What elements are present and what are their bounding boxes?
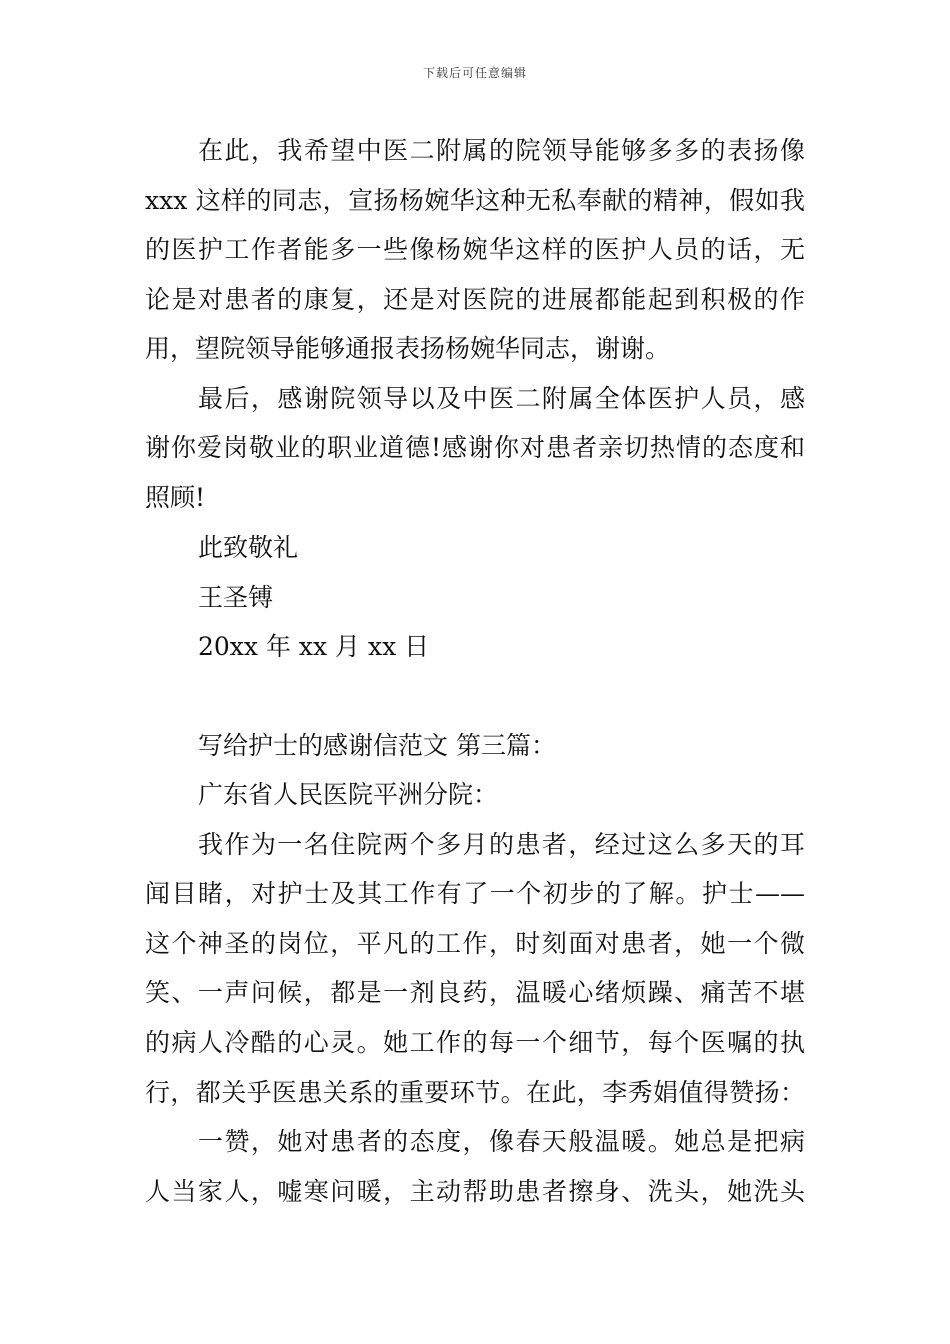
paragraph-line: 的病人冷酷的心灵。她工作的每一个细节，每个医嘱的执 (145, 1028, 805, 1057)
paragraph-line: 行，都关乎医患关系的重要环节。在此，李秀娟值得赞扬： (145, 1078, 805, 1107)
closing-salutation: 此致敬礼 (198, 533, 299, 562)
paragraph-line: 用，望院领导能够通报表扬杨婉华同志，谢谢。 (145, 334, 671, 363)
paragraph-line: 我作为一名住院两个多月的患者，经过这么多天的耳 (198, 830, 805, 859)
section-heading: 写给护士的感谢信范文 第三篇： (198, 731, 556, 760)
signature-name: 王圣镈 (198, 583, 274, 612)
paragraph-line: 谢你爱岗敬业的职业道德!感谢你对患者亲切热情的态度和 (145, 433, 805, 462)
paragraph-line: xxx 这样的同志，宣扬杨婉华这种无私奉献的精神，假如我 (145, 186, 805, 215)
paragraph-line: 笑、一声问候，都是一剂良药，温暖心绪烦躁、痛苦不堪 (145, 978, 805, 1007)
header-note: 下载后可任意编辑 (422, 66, 527, 80)
paragraph-line: 最后，感谢院领导以及中医二附属全体医护人员，感 (198, 384, 805, 413)
paragraph-line: 闻目睹，对护士及其工作有了一个初步的了解。护士—— (145, 879, 805, 908)
paragraph-line: 这个神圣的岗位，平凡的工作，时刻面对患者，她一个微 (145, 929, 805, 958)
paragraph-line: 的医护工作者能多一些像杨婉华这样的医护人员的话，无 (145, 235, 805, 264)
paragraph-line: 一赞，她对患者的态度，像春天般温暖。她总是把病 (198, 1127, 805, 1156)
signature-date: 20xx 年 xx 月 xx 日 (198, 632, 430, 661)
paragraph-line: 人当家人，嘘寒问暖，主动帮助患者擦身、洗头，她洗头 (145, 1177, 805, 1206)
paragraph-line: 论是对患者的康复，还是对医院的进展都能起到积极的作 (145, 285, 805, 314)
letter-recipient: 广东省人民医院平洲分院： (198, 780, 499, 809)
paragraph-line: 照顾! (145, 483, 206, 512)
paragraph-line: 在此，我希望中医二附属的院领导能够多多的表扬像 (198, 136, 805, 165)
